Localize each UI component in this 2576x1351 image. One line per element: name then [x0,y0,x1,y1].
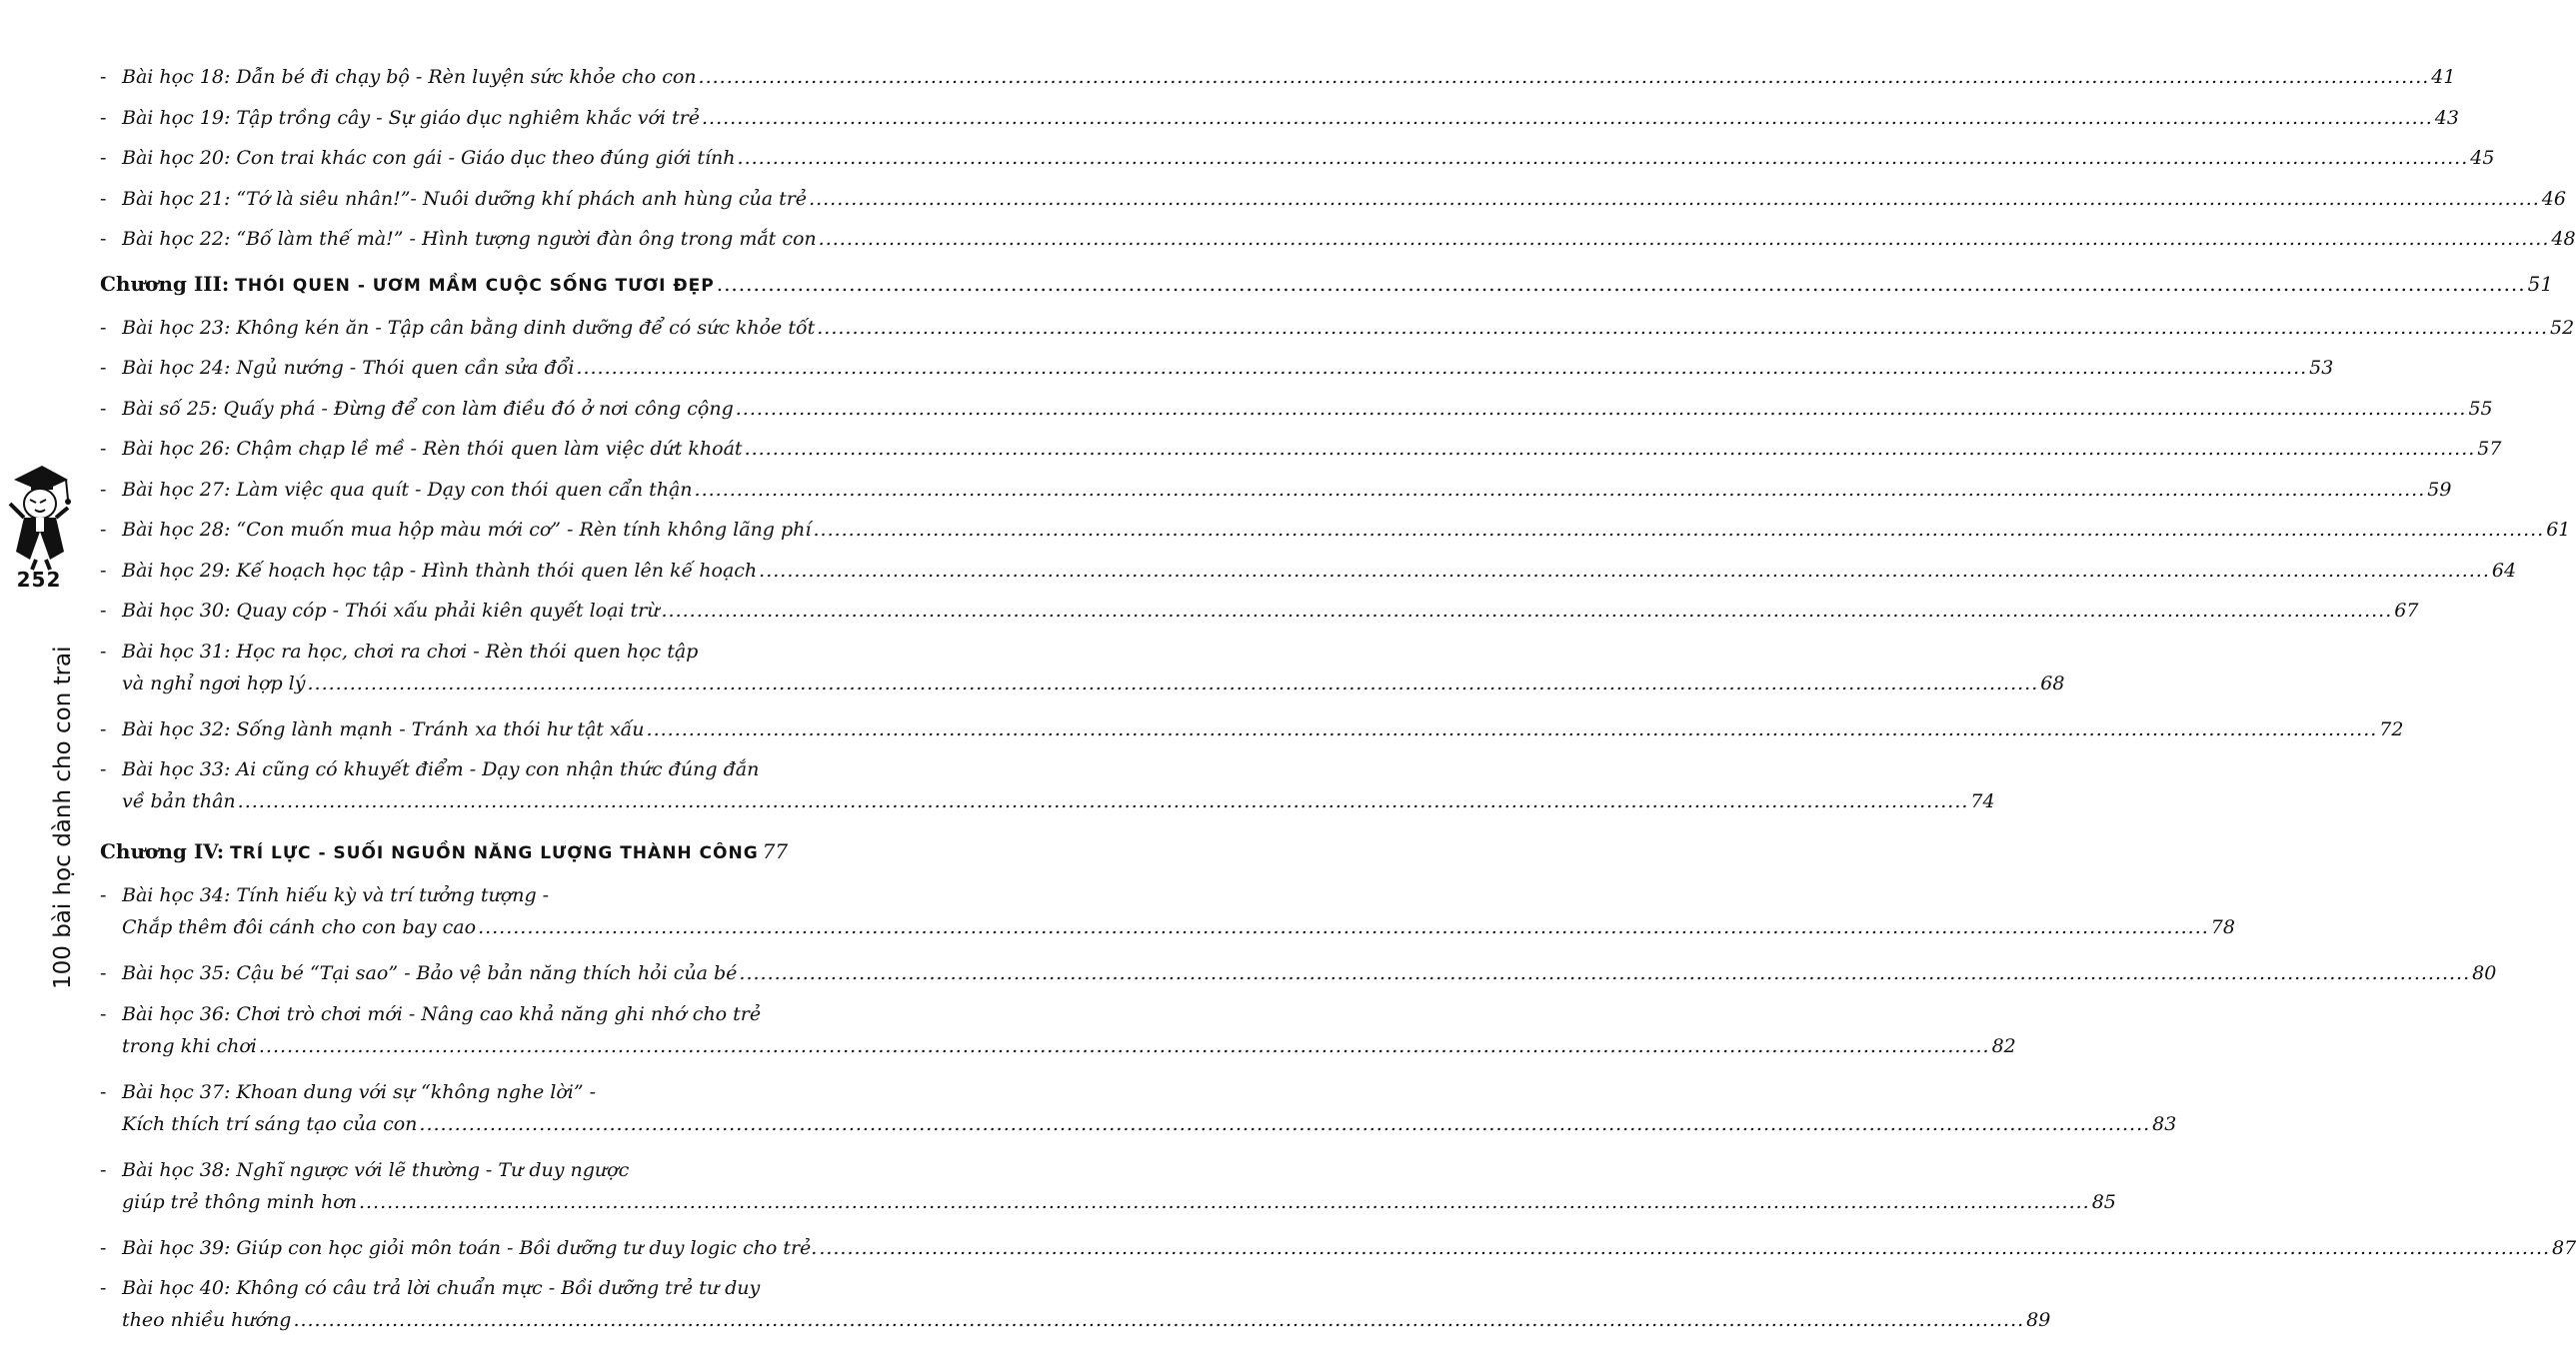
dot-leader [662,596,2393,626]
table-of-contents [100,62,2576,1351]
dot-leader [717,269,2526,299]
entry-title: Bài học 30: Quay cóp - Thói xấu phải kiên quyết loại trừ [122,600,660,622]
entry-page: 53 [2309,357,2334,379]
toc-entry[interactable] [100,434,2502,475]
entry-title-line1: Bài học 33: Ai cũng có khuyết điểm - Dạy con nhận thức đúng đắn [122,758,760,780]
entry-page: 59 [2427,478,2452,501]
entry-title: Bài học 32: Sống lành mạnh - Tránh xa thói hư tật xấu [122,717,645,740]
toc-entry[interactable] [100,1077,2177,1155]
dot-leader [809,184,2540,214]
bullet: - [100,884,107,906]
entry-page: 87 [2552,1236,2576,1259]
entry-title: Bài học 27: Làm việc qua quít - Dạy con thói quen cẩn thận [122,478,693,501]
bullet: - [100,600,107,622]
bullet: - [100,478,107,501]
entry-title: Bài học 22: “Bố làm thế mà!” - Hình tượng người đàn ông trong mắt con [122,228,817,250]
entry-page: 45 [2470,147,2495,169]
entry-page: 67 [2394,600,2419,622]
entry-title-line2: Kích thích trí sáng tạo của con [122,1112,418,1135]
entry-page: 55 [2468,397,2493,420]
chapter-heading[interactable] [100,269,2554,313]
entry-title-line2: Chắp thêm đôi cánh cho con bay cao [122,916,477,938]
dot-leader [736,394,2467,424]
dot-leader [813,515,2544,545]
entry-title-line2: và nghỉ ngơi hợp lý [122,672,306,694]
chapter-page: 51 [2527,271,2554,296]
entry-page: 82 [1991,1034,2016,1057]
toc-entry[interactable] [100,556,2517,597]
sidebar [0,452,90,1011]
bullet: - [100,397,107,420]
bullet: - [100,438,107,460]
toc-entry[interactable] [100,880,2235,958]
entry-title: Bài học 39: Giúp con học giỏi môn toán - Bồi dưỡng tư duy logic cho trẻ. [122,1236,818,1259]
toc-entry[interactable] [100,313,2575,354]
chapter-title: TRÍ LỰC - SUỐI NGUỒN NĂNG LƯỢNG THÀNH CÔNG [230,843,759,863]
entry-page: 68 [2040,672,2065,694]
dot-leader [745,434,2476,464]
entry-page: 43 [2434,106,2459,129]
bullet: - [100,1277,107,1299]
entry-title-line1: Bài học 37: Khoan dung với sự “không nghe lời” - [122,1080,597,1103]
entry-page: 41 [2431,66,2456,88]
toc-entry[interactable] [100,637,2065,714]
toc-entry[interactable] [100,143,2495,184]
entry-title-line1: Bài học 38: Nghĩ ngược với lẽ thường - Tư duy ngược [122,1158,630,1181]
dot-leader [259,1031,1990,1061]
entry-title: Bài học 21: “Tớ là siêu nhân!”- Nuôi dưỡng khí phách anh hùng của trẻ [122,187,808,210]
dot-leader [647,714,2378,744]
dot-leader [478,912,2209,942]
entry-title: Bài học 19: Tập trồng cây - Sự giáo dục nghiêm khắc với trẻ [122,106,701,129]
toc-entry[interactable] [100,958,2497,999]
bullet: - [100,228,107,250]
entry-page: 57 [2477,438,2502,460]
toc-entry[interactable] [100,1155,2116,1233]
dot-leader [359,1187,2090,1217]
toc-entry[interactable] [100,394,2493,435]
dot-leader [699,62,2430,92]
entry-title-line2: về bản thân [122,790,236,812]
entry-page: 72 [2379,717,2404,740]
bullet: - [100,357,107,379]
bullet: - [100,519,107,541]
entry-page: 52 [2549,316,2575,339]
toc-entry[interactable] [100,714,2404,755]
entry-page: 89 [2026,1309,2051,1331]
graduate-boy-mascot-icon [6,452,70,572]
entry-title-line2: giúp trẻ thông minh hơn [122,1190,357,1213]
dot-leader [695,475,2426,505]
chapter-page: 77 [762,839,789,863]
bullet: - [100,66,107,88]
entry-page: 74 [1970,790,1995,812]
toc-entry[interactable] [100,754,1995,832]
entry-title-line1: Bài học 36: Chơi trò chơi mới - Nâng cao khả năng ghi nhớ cho trẻ [122,1002,762,1025]
dot-leader [702,103,2433,133]
entry-page: 83 [2152,1112,2177,1135]
chapter-heading[interactable] [100,836,789,880]
dot-leader [238,786,1969,816]
bullet: - [100,1236,107,1259]
dot-leader [739,958,2470,988]
entry-title: Bài số 25: Quấy phá - Đừng để con làm điều đó ở nơi công cộng [122,397,734,420]
entry-title: Bài học 20: Con trai khác con gái - Giáo dục theo đúng giới tính [122,147,736,169]
bullet: - [100,187,107,210]
dot-leader [308,669,2039,698]
entry-page: 46 [2541,187,2566,210]
entry-title: Bài học 29: Kế hoạch học tập - Hình thành thói quen lên kế hoạch [122,559,758,582]
bullet: - [100,1158,107,1181]
entry-title-line1: Bài học 31: Học ra học, chơi ra chơi - Rèn thói quen học tập [122,640,699,663]
book-title: 100 bài học dành cho con trai [50,646,76,989]
chapter-label: Chương IV: [100,839,225,863]
dot-leader [738,143,2469,173]
dot-leader [419,1109,2150,1139]
bullet: - [100,147,107,169]
entry-title-line1: Bài học 40: Không có câu trả lời chuẩn mực - Bồi dưỡng trẻ tư duy [122,1277,761,1299]
bullet: - [100,1002,107,1025]
dot-leader [576,353,2307,383]
entry-title-line2: trong khi chơi [122,1034,257,1057]
entry-title: Bài học 35: Cậu bé “Tại sao” - Bảo vệ bản năng thích hỏi của bé [122,962,738,984]
toc-entry[interactable] [100,184,2566,225]
bullet: - [100,106,107,129]
toc-entry[interactable] [100,1273,2051,1351]
chapter-title: THÓI QUEN - ƯƠM MẦM CUỘC SỐNG TƯƠI ĐẸP [235,275,715,296]
bullet: - [100,717,107,740]
entry-page: 61 [2546,519,2571,541]
entry-title-line1: Bài học 34: Tính hiếu kỳ và trí tưởng tượng - [122,884,550,906]
entry-page: 85 [2091,1190,2116,1213]
entry-title: Bài học 18: Dẫn bé đi chạy bộ - Rèn luyện sức khỏe cho con [122,66,697,88]
toc-entry[interactable] [100,475,2452,516]
dot-leader [759,556,2490,586]
entry-page: 78 [2210,916,2235,938]
page-number: 252 [16,568,62,592]
toc-entry[interactable] [100,62,2456,103]
entry-page: 48 [2551,228,2576,250]
toc-entry[interactable] [100,999,2016,1077]
bullet: - [100,559,107,582]
bullet: - [100,1080,107,1103]
dot-leader [817,313,2548,343]
entry-title: Bài học 23: Không kén ăn - Tập cân bằng dinh dưỡng để có sức khỏe tốt [122,316,816,339]
toc-entry[interactable] [100,596,2419,637]
toc-entry[interactable] [100,103,2459,144]
entry-title-line2: theo nhiều hướng [122,1309,292,1331]
bullet: - [100,962,107,984]
dot-leader [293,1305,2024,1335]
bullet: - [100,316,107,339]
bullet: - [100,758,107,780]
entry-title: Bài học 28: “Con muốn mua hộp màu mới cơ” - Rèn tính không lãng phí [122,519,812,541]
toc-entry[interactable] [100,224,2576,265]
entry-title: Bài học 26: Chậm chạp lề mề - Rèn thói quen làm việc dứt khoát [122,438,743,460]
toc-entry[interactable] [100,1233,2576,1274]
entry-title: Bài học 24: Ngủ nướng - Thói quen cần sửa đổi [122,357,575,379]
bullet: - [100,640,107,663]
dot-leader [819,224,2550,254]
chapter-label: Chương III: [100,271,230,296]
toc-entry[interactable] [100,353,2334,394]
toc-entry[interactable] [100,515,2571,556]
entry-page: 64 [2491,559,2517,582]
entry-page: 80 [2472,962,2497,984]
dot-leader [819,1233,2550,1263]
